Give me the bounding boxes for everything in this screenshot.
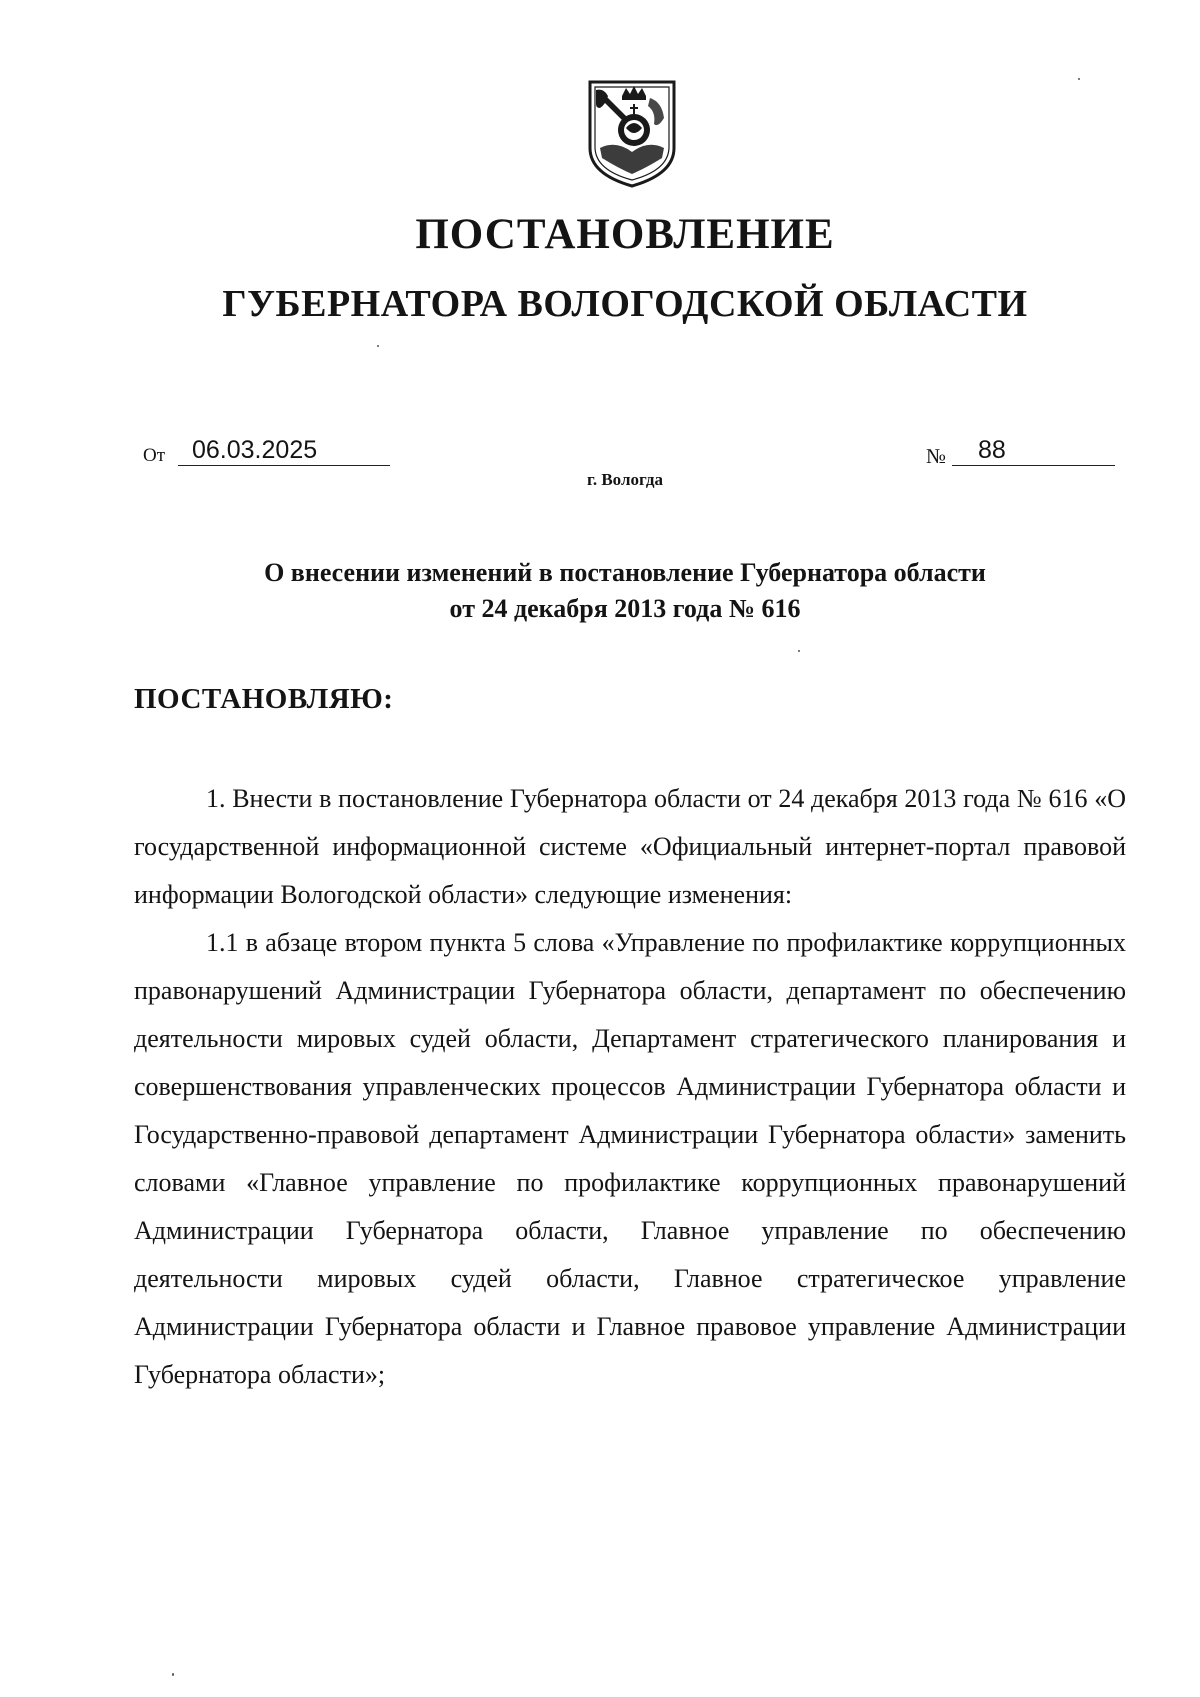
paragraph: 1. Внести в постановление Губернатора области от 24 декабря 2013 года № 616 «О государственной информационной системе «Официальный интернет-портал правовой информации Вологодской области» следующие изменения: [134,784,1126,909]
document-date: 06.03.2025 [178,436,390,466]
document-body [134,775,1126,1399]
date-prefix-label: От [143,445,166,466]
city-label: г. Вологда [587,470,663,489]
number-prefix-label: № [926,444,947,468]
subject-line-1: О внесении изменений в постановление Губернатора области [264,558,986,587]
document-number: 88 [952,436,1115,466]
document-issuer: ГУБЕРНАТОРА ВОЛОГОДСКОЙ ОБЛАСТИ [222,283,1028,325]
decree-heading: ПОСТАНОВЛЯЮ: [134,683,394,715]
document-title: ПОСТАНОВЛЕНИЕ [415,211,835,258]
paragraph: 1.1 в абзаце втором пункта 5 слова «Управление по профилактике коррупционных правонарушений Администрации Губернатора области, департамент по обеспечению деятельности мировых судей области, Департамент стратегического планирования и совершенствования управленческих процессов Администрации Губернатора области и Государственно-правовой департамент Администрации Губернатора области» заменить словами «Главное управление по профилактике коррупционных правонарушений Администрации Губернатора области, Главное управление по обеспечению деятельности мировых судей области, Главное стратегическое управление Администрации Губернатора области и Главное правовое управление Администрации Губернатора области»; [134,928,1126,1389]
document-subject [0,555,1200,627]
scan-speck [798,650,800,652]
scan-speck [377,345,379,347]
scan-speck [1078,78,1080,80]
scan-speck [172,1673,174,1676]
subject-line-2: от 24 декабря 2013 года № 616 [449,594,801,623]
vologda-coat-of-arms-icon [586,78,678,190]
